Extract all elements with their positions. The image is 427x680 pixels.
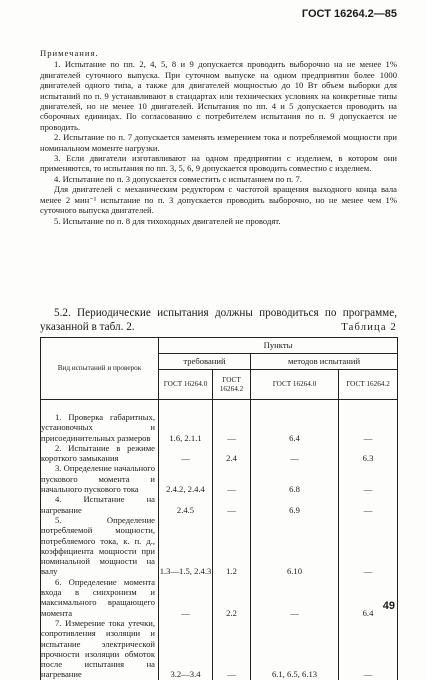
cell: 6.1, 6.5, 6.13 <box>251 618 339 680</box>
cell: 6.10 <box>251 515 339 577</box>
cell: 1.6, 2.1.1 <box>159 400 213 443</box>
test-name: 2. Испытание в режиме короткого замыкания <box>41 443 159 464</box>
cell: — <box>251 443 339 464</box>
notes-block <box>40 48 397 226</box>
cell: — <box>339 515 398 577</box>
column-header-gost-req-1: ГОСТ 16264.0 <box>159 370 213 400</box>
cell: 6.4 <box>339 577 398 618</box>
tests-table <box>40 337 398 680</box>
cell: 1.3—1.5, 2.4.3 <box>159 515 213 577</box>
column-header-gost-meth-1: ГОСТ 16264.0 <box>251 370 339 400</box>
cell: — <box>213 463 251 494</box>
cell: — <box>159 577 213 618</box>
cell: — <box>213 618 251 680</box>
table-row <box>41 463 398 494</box>
column-header-gost-meth-2: ГОСТ 16264.2 <box>339 370 398 400</box>
cell: 2.2 <box>213 577 251 618</box>
cell: 6.8 <box>251 463 339 494</box>
cell: 6.4 <box>251 400 339 443</box>
cell: 6.9 <box>251 494 339 515</box>
test-name: 5. Определение потребляемой мощности, потребляемого тока, к. п. д., коэффициента мощности при номинальной мощности на валу <box>41 515 159 577</box>
column-header-methods: методов испытаний <box>251 354 398 370</box>
cell: 2.4 <box>213 443 251 464</box>
test-name: 6. Определение момента входа в синхронизм и максимального вращающего момента <box>41 577 159 618</box>
cell: — <box>339 618 398 680</box>
note-item: 4. Испытание по п. 3 допускается совместить с испытанием по п. 7. <box>54 173 302 184</box>
cell: 6.3 <box>339 443 398 464</box>
column-header-requirements: требований <box>159 354 251 370</box>
cell: — <box>339 463 398 494</box>
column-header-tests: Вид испытаний и проверок <box>41 338 159 400</box>
note-item: 1. Испытание по пп. 2, 4, 5, 8 и 9 допускается проводить выборочно на не менее 1% двигателей суточного выпуска. При суточном выпуске на одном предприятии более 1000 двигателей одного типа, а также для двигателей мощностью до 10 Вт объем выборки для испытаний по п. 9 устанавливают в стандартах или технических условиях на конкретные типы двигателей, но не менее 10 двигателей. Испытания по пп. 4 и 5 допускается проводить на сборочных единицах. По согласованию с потребителем испытания по п. 9 допускается не проводить. <box>40 59 397 132</box>
test-name: 3. Определение начального пускового момента и начального пускового тока <box>41 463 159 494</box>
column-header-gost-req-2: ГОСТ 16264.2 <box>213 370 251 400</box>
cell: — <box>251 577 339 618</box>
test-name: 4. Испытание на нагревание <box>41 494 159 515</box>
table-row <box>41 618 398 680</box>
cell: — <box>339 400 398 443</box>
cell: — <box>213 494 251 515</box>
table-row <box>41 494 398 515</box>
note-item: 3. Если двигатели изготавливают на одном предприятии с изделием, в котором они применяются, то испытания по пп. 3, 5, 6, 9 допускается проводить совместно с изделием. <box>40 153 397 174</box>
note-item: 5. Испытание по п. 8 для тихоходных двигателей не проводят. <box>54 215 281 226</box>
table-row <box>41 400 398 443</box>
table-row <box>41 515 398 577</box>
cell: — <box>159 443 213 464</box>
note-item: Для двигателей с механическим редуктором с частотой вращения выходного конца вала менее 2 мин⁻¹ испытание по п. 3 допускается проводить выборочно, но не менее чем 1% суточного выпуска двигателей. <box>40 184 397 216</box>
page-number: 49 <box>382 600 395 612</box>
table-row <box>41 577 398 618</box>
cell: 2.4.2, 2.4.4 <box>159 463 213 494</box>
cell: 3.2—3.4 <box>159 618 213 680</box>
notes-title: Примечания. <box>40 48 99 58</box>
section-heading: 5.2. Периодические испытания должны проводиться по программе, указанной в табл. 2. <box>40 307 397 333</box>
table-row <box>41 443 398 464</box>
cell: — <box>339 494 398 515</box>
test-name: 1. Проверка габаритных, установочных и присоединительных размеров <box>41 400 159 443</box>
note-item: 2. Испытание по п. 7 допускается заменять измерением тока и потребляемой мощности при номинальном моменте нагрузки. <box>40 132 397 153</box>
cell: 2.4.5 <box>159 494 213 515</box>
table-caption: Таблица 2 <box>341 322 397 333</box>
column-header-items: Пункты <box>159 338 398 354</box>
cell: 1.2 <box>213 515 251 577</box>
cell: — <box>213 400 251 443</box>
document-header: ГОСТ 16264.2—85 <box>301 8 397 20</box>
test-name: 7. Измерение тока утечки, сопротивления изоляции и испытание электрической прочности изоляции обмоток после испытания на нагревание <box>41 618 159 680</box>
